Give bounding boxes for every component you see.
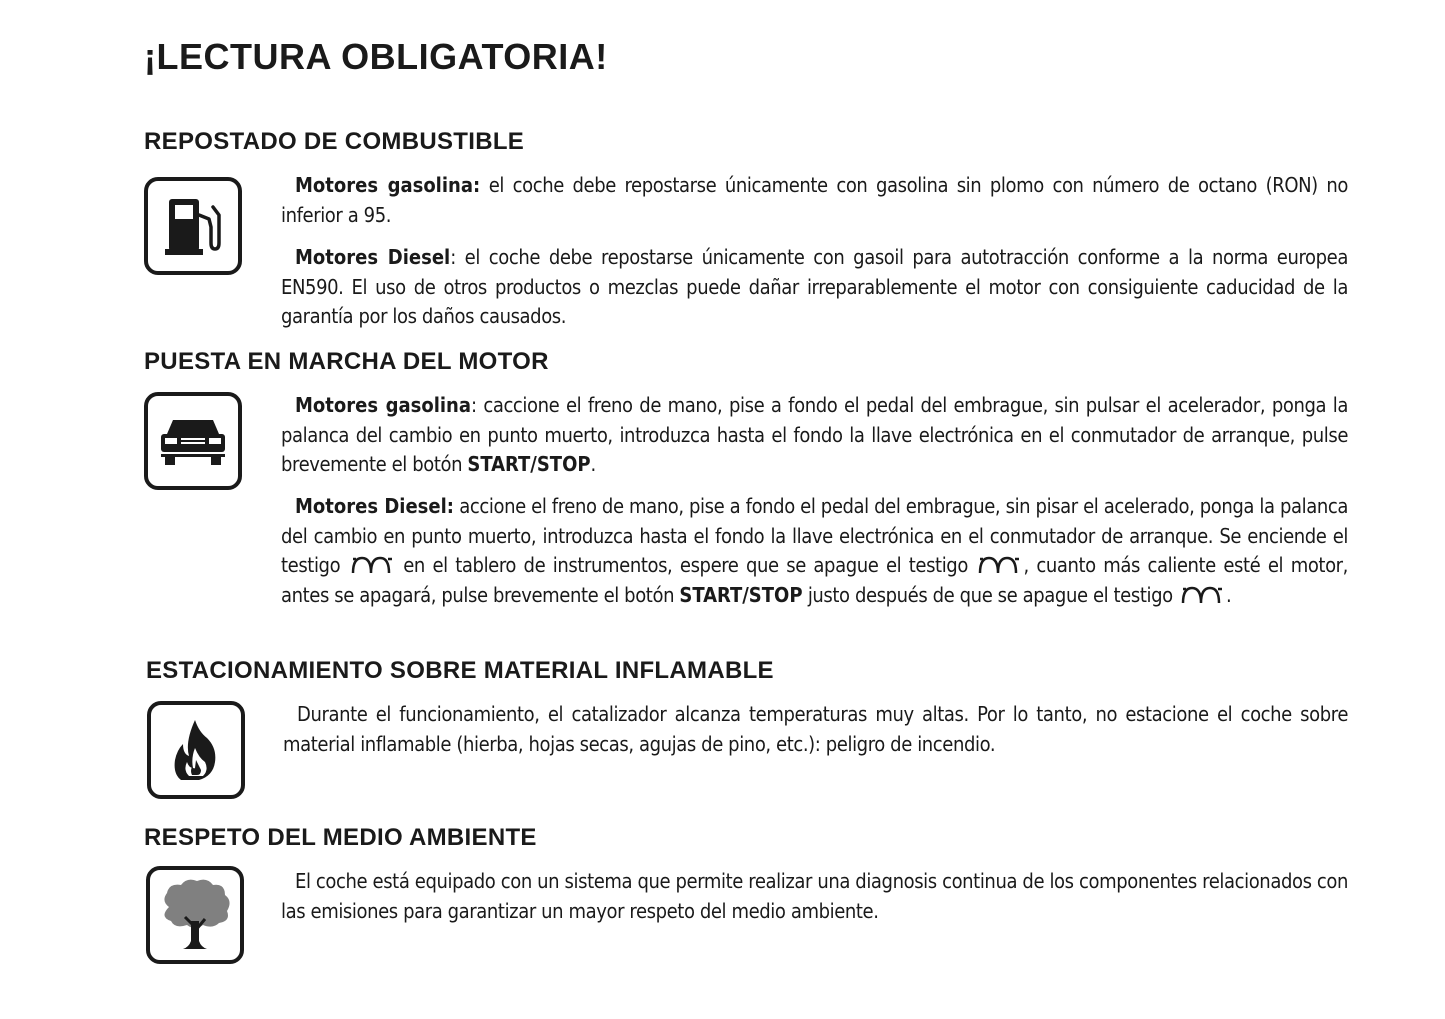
glow-plug-warning-icon — [350, 555, 394, 575]
fuel-pump-icon — [144, 177, 242, 275]
paragraph-flammable: Durante el funcionamiento, el catalizador alcanza temperaturas muy altas. Por lo tanto, no estacione el coche sobre material inflamable (hierba, hojas secas, agujas de pino, etc.): peligro de incendio. — [283, 702, 1348, 756]
paragraph-start-gasoline: Motores gasolina: caccione el freno de mano, pise a fondo el pedal del embrague, sin pulsar el acelerador, ponga la palanca del cambio en punto muerto, introduzca hasta el fondo la llave electrónica en el conmutador de arranque, pulse brevemente el botón START/STOP. — [281, 393, 1348, 476]
flame-icon — [147, 701, 245, 799]
glow-plug-warning-icon — [977, 555, 1021, 575]
section-heading-flammable: ESTACIONAMIENTO SOBRE MATERIAL INFLAMABLE — [146, 657, 774, 684]
section-heading-start: PUESTA EN MARCHA DEL MOTOR — [144, 348, 549, 375]
paragraph-fuel-diesel: Motores Diesel: el coche debe repostarse únicamente con gasoil para autotracción conforme a la norma europea EN590. El uso de otros productos o mezclas puede dañar irreparablemente el motor con consiguiente caducidad de la garantía por los daños causados. — [281, 245, 1348, 328]
paragraph-environment: El coche está equipado con un sistema que permite realizar una diagnosis continua de los componentes relacionados con las emisiones para garantizar un mayor respeto del medio ambiente. — [281, 869, 1348, 923]
paragraph-fuel-gasoline: Motores gasolina: el coche debe repostarse únicamente con gasolina sin plomo con número de octano (RON) no inferior a 95. — [281, 173, 1348, 227]
label-diesel: Motores Diesel — [295, 245, 451, 269]
car-front-icon — [144, 392, 242, 490]
section-heading-environment: RESPETO DEL MEDIO AMBIENTE — [144, 824, 537, 851]
glow-plug-warning-icon — [1180, 585, 1224, 605]
label-gasoline: Motores gasolina: — [295, 173, 481, 197]
tree-icon — [146, 866, 244, 964]
start-stop-label: START/STOP — [467, 452, 591, 476]
paragraph-start-diesel: Motores Diesel: accione el freno de mano, pise a fondo el pedal del embrague, sin pisar el acelerado, ponga la palanca del cambio en punto muerto, introduzca hasta el fondo la llave electrónica en el conmutador de arranque. Se enciende el testigo en el tablero de instrumentos, espere que se apague el testigo , cuanto más caliente esté el motor, antes se apagará, pulse brevemente el botón START/STOP justo después de que se apague el testigo . — [281, 494, 1348, 607]
section-heading-fuel: REPOSTADO DE COMBUSTIBLE — [144, 128, 525, 155]
page-title: ¡LECTURA OBLIGATORIA! — [144, 36, 608, 77]
